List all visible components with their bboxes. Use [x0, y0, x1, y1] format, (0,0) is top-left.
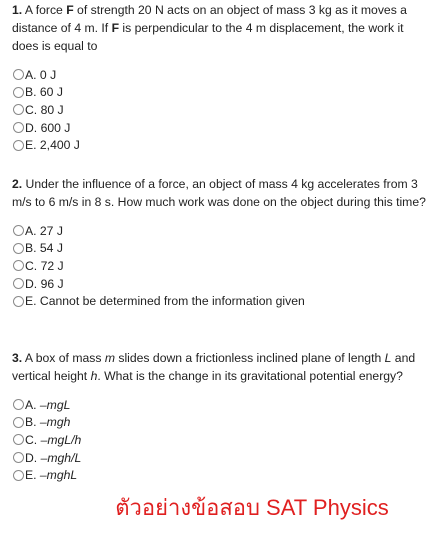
question-2-option-c[interactable]: C. 72 J — [12, 257, 430, 275]
radio-button[interactable] — [13, 104, 24, 115]
radio-button[interactable] — [13, 260, 24, 271]
question-2-option-d[interactable]: D. 96 J — [12, 275, 430, 293]
radio-button[interactable] — [13, 69, 24, 80]
question-3-text: 3. A box of mass m slides down a frictionless inclined plane of length L and vertical height h. What is the change in its gravitational potential energy? — [12, 351, 416, 383]
radio-button[interactable] — [13, 243, 24, 254]
question-3-option-a[interactable]: A. –mgL — [12, 396, 430, 414]
question-1-option-e[interactable]: E. 2,400 J — [12, 136, 430, 154]
question-1-number: 1. — [12, 3, 23, 17]
question-3-option-e[interactable]: E. –mghL — [12, 466, 430, 484]
question-2-option-b[interactable]: B. 54 J — [12, 240, 430, 258]
question-1-option-d[interactable]: D. 600 J — [12, 119, 430, 137]
question-2-text: 2. Under the influence of a force, an object of mass 4 kg accelerates from 3 m/s to 6 m/s in 8 s. How much work was done on the object during this time? — [12, 177, 426, 209]
question-1-option-a[interactable]: A. 0 J — [12, 66, 430, 84]
radio-button[interactable] — [13, 452, 24, 463]
question-2-number: 2. — [12, 177, 23, 191]
question-3-option-d[interactable]: D. –mgh/L — [12, 449, 430, 467]
question-2-options — [12, 222, 430, 310]
question-2 — [12, 175, 430, 310]
radio-button[interactable] — [13, 87, 24, 98]
question-1 — [12, 1, 430, 154]
radio-button[interactable] — [13, 140, 24, 151]
question-2-option-a[interactable]: A. 27 J — [12, 222, 430, 240]
question-1-option-b[interactable]: B. 60 J — [12, 84, 430, 102]
radio-button[interactable] — [13, 470, 24, 481]
question-2-option-e[interactable]: E. Cannot be determined from the information given — [12, 292, 430, 310]
question-3-number: 3. — [12, 351, 23, 365]
radio-button[interactable] — [13, 434, 24, 445]
radio-button[interactable] — [13, 296, 24, 307]
radio-button[interactable] — [13, 399, 24, 410]
radio-button[interactable] — [13, 225, 24, 236]
footer-caption: ตัวอย่างข้อสอบ SAT Physics — [115, 495, 389, 520]
question-3-option-b[interactable]: B. –mgh — [12, 414, 430, 432]
radio-button[interactable] — [13, 122, 24, 133]
question-3-option-c[interactable]: C. –mgL/h — [12, 431, 430, 449]
radio-button[interactable] — [13, 278, 24, 289]
question-3 — [12, 349, 430, 484]
radio-button[interactable] — [13, 417, 24, 428]
question-1-options — [12, 66, 430, 154]
question-3-options — [12, 396, 430, 484]
question-1-option-c[interactable]: C. 80 J — [12, 101, 430, 119]
question-1-text: 1. A force F of strength 20 N acts on an object of mass 3 kg as it moves a distance of 4 m. If F is perpendicular to the 4 m displacement, the work it does is equal to — [12, 3, 407, 53]
